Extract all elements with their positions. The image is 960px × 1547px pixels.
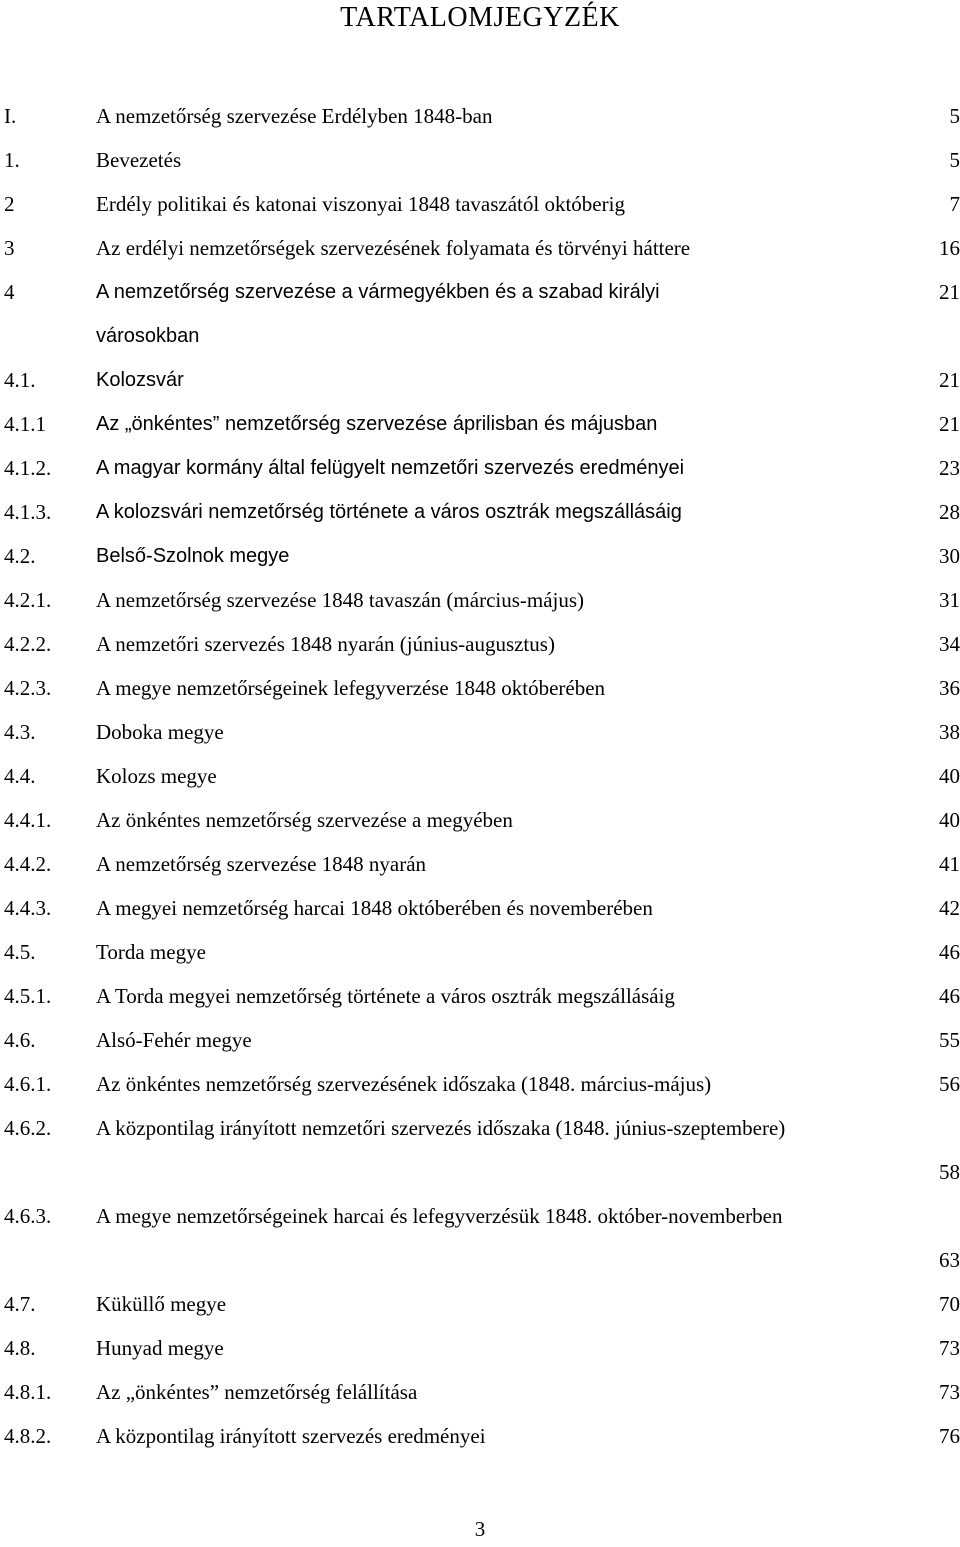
toc-entry-title: Bevezetés xyxy=(96,148,182,172)
toc-entry-title: Az önkéntes nemzetőrség szervezésének időszaka (1848. március-május) xyxy=(96,1072,712,1096)
toc-entry-title: Az „önkéntes” nemzetőrség szervezése áprilisban és májusban xyxy=(96,413,658,435)
toc-entry-title: A nemzetőri szervezés 1848 nyarán (június-augusztus) xyxy=(96,632,555,656)
toc-entry-title: Küküllő megye xyxy=(96,1292,227,1316)
page-title: TARTALOMJEGYZÉK xyxy=(340,2,620,33)
toc-entry-title: Kolozs megye xyxy=(96,764,217,788)
toc-entry[interactable] xyxy=(0,798,960,842)
toc-entry-number: 4.4.3. xyxy=(4,896,52,920)
toc-entry-page: 16 xyxy=(939,236,960,260)
toc-entry[interactable] xyxy=(0,94,960,138)
toc-entry[interactable] xyxy=(0,490,960,534)
toc-entry-page: 31 xyxy=(939,588,960,612)
toc-entry-title: A Torda megyei nemzetőrség története a város osztrák megszállásáig xyxy=(96,984,675,1008)
toc-entry-title: Az „önkéntes” nemzetőrség felállítása xyxy=(96,1380,418,1404)
toc-entry-number: 4.1. xyxy=(4,368,36,392)
toc-entry[interactable] xyxy=(0,974,960,1018)
toc-entry-number: 2 xyxy=(4,192,15,216)
toc-entry-number: 4.1.3. xyxy=(4,500,52,524)
toc-entry-title: Torda megye xyxy=(96,940,206,964)
toc-entry-title: A megyei nemzetőrség harcai 1848 októberében és novemberében xyxy=(96,896,653,920)
toc-entry-page: 5 xyxy=(949,148,960,172)
toc-entry-number: 4.3. xyxy=(4,720,36,744)
toc-entry-number: 3 xyxy=(4,236,15,260)
toc-entry[interactable] xyxy=(0,1370,960,1414)
toc-entry[interactable] xyxy=(0,1106,960,1194)
toc-entry-title: A kolozsvári nemzetőrség története a város osztrák megszállásáig xyxy=(96,501,682,523)
toc-entry-page: 40 xyxy=(939,808,960,832)
toc-entry-number: 4.4.1. xyxy=(4,808,52,832)
toc-entry-number: 4.2.1. xyxy=(4,588,52,612)
toc-entry-page: 23 xyxy=(939,456,960,480)
toc-entry-page: 63 xyxy=(939,1248,960,1272)
toc-entry-page: 56 xyxy=(939,1072,960,1096)
toc-entry-title: A nemzetőrség szervezése 1848 nyarán xyxy=(96,852,427,876)
toc-entry[interactable] xyxy=(0,1018,960,1062)
toc-entry-title: A központilag irányított szervezés eredményei xyxy=(96,1424,486,1448)
toc-entry-number: 4.6. xyxy=(4,1028,36,1052)
toc-entry-title: Kolozsvár xyxy=(96,369,184,391)
toc-entry[interactable] xyxy=(0,402,960,446)
toc-entry-number: 4.6.1. xyxy=(4,1072,52,1096)
toc-entry-page: 76 xyxy=(939,1424,960,1448)
toc-entry[interactable] xyxy=(0,886,960,930)
toc-entry-number: 1. xyxy=(4,148,20,172)
toc-entry[interactable] xyxy=(0,138,960,182)
toc-entry-number: 4.6.3. xyxy=(4,1204,52,1228)
toc-entry-page: 46 xyxy=(939,984,960,1008)
toc-entry-page: 73 xyxy=(939,1380,960,1404)
toc-entry-page: 30 xyxy=(939,544,960,568)
toc-entry-number: 4.5.1. xyxy=(4,984,52,1008)
toc-entry-page: 55 xyxy=(939,1028,960,1052)
toc-entry[interactable] xyxy=(0,1194,960,1282)
toc-entry-page: 34 xyxy=(939,632,960,656)
toc-entry-number: 4.5. xyxy=(4,940,36,964)
toc-entry-number: 4 xyxy=(4,280,15,304)
toc-entry[interactable] xyxy=(0,710,960,754)
toc-entry-title: A nemzetőrség szervezése 1848 tavaszán (március-május) xyxy=(96,588,585,612)
toc-entry-page: 58 xyxy=(939,1160,960,1184)
toc-entry-title: A megye nemzetőrségeinek harcai és lefegyverzésük 1848. október-novemberben xyxy=(96,1204,783,1228)
table-of-contents xyxy=(0,94,960,1458)
toc-entry[interactable] xyxy=(0,1414,960,1458)
toc-entry-number: 4.1.1 xyxy=(4,412,46,436)
toc-entry-page: 5 xyxy=(949,104,960,128)
toc-entry-number: 4.4.2. xyxy=(4,852,52,876)
toc-entry-page: 42 xyxy=(939,896,960,920)
toc-entry-number: 4.1.2. xyxy=(4,456,52,480)
toc-entry[interactable] xyxy=(0,358,960,402)
toc-entry-title: A megye nemzetőrségeinek lefegyverzése 1848 októberében xyxy=(96,676,606,700)
toc-entry[interactable] xyxy=(0,930,960,974)
toc-entry-title: A nemzetőrség szervezése Erdélyben 1848-ban xyxy=(96,104,493,128)
toc-entry-title: A magyar kormány által felügyelt nemzetőri szervezés eredményei xyxy=(96,457,685,479)
toc-entry-number: 4.4. xyxy=(4,764,36,788)
toc-entry[interactable] xyxy=(0,1062,960,1106)
toc-entry[interactable] xyxy=(0,622,960,666)
toc-entry-number: 4.8. xyxy=(4,1336,36,1360)
toc-entry[interactable] xyxy=(0,666,960,710)
toc-entry-title: A nemzetőrség szervezése a vármegyékben és a szabad királyi városokban xyxy=(96,281,660,347)
toc-entry-title: Erdély politikai és katonai viszonyai 1848 tavaszától októberig xyxy=(96,192,625,216)
toc-entry-number: 4.8.1. xyxy=(4,1380,52,1404)
toc-entry-number: 4.7. xyxy=(4,1292,36,1316)
toc-entry-number: 4.2.3. xyxy=(4,676,52,700)
toc-entry-page: 46 xyxy=(939,940,960,964)
toc-entry-title: Alsó-Fehér megye xyxy=(96,1028,252,1052)
toc-entry-title: Belső-Szolnok megye xyxy=(96,545,290,567)
toc-entry-number: 4.6.2. xyxy=(4,1116,52,1140)
toc-entry-page: 21 xyxy=(939,412,960,436)
toc-entry[interactable] xyxy=(0,754,960,798)
toc-entry[interactable] xyxy=(0,1282,960,1326)
toc-entry-page: 7 xyxy=(949,192,960,216)
toc-entry-number: 4.2. xyxy=(4,544,36,568)
toc-entry-page: 21 xyxy=(939,280,960,304)
toc-entry-page: 38 xyxy=(939,720,960,744)
toc-entry[interactable] xyxy=(0,446,960,490)
toc-entry-title: Hunyad megye xyxy=(96,1336,224,1360)
toc-entry-page: 41 xyxy=(939,852,960,876)
toc-entry[interactable] xyxy=(0,842,960,886)
toc-entry-title: Az önkéntes nemzetőrség szervezése a megyében xyxy=(96,808,513,832)
toc-entry-number: 4.8.2. xyxy=(4,1424,52,1448)
page-number: 3 xyxy=(474,1517,486,1541)
toc-entry[interactable] xyxy=(0,182,960,226)
toc-entry[interactable] xyxy=(0,270,960,358)
toc-entry-page: 70 xyxy=(939,1292,960,1316)
toc-entry-page: 21 xyxy=(939,368,960,392)
toc-entry-number: 4.2.2. xyxy=(4,632,52,656)
toc-entry[interactable] xyxy=(0,534,960,578)
toc-entry-page: 40 xyxy=(939,764,960,788)
toc-entry-title: A központilag irányított nemzetőri szervezés időszaka (1848. június-szeptembere) xyxy=(96,1116,786,1140)
toc-entry-number: I. xyxy=(4,104,17,128)
toc-entry[interactable] xyxy=(0,578,960,622)
toc-entry[interactable] xyxy=(0,226,960,270)
toc-entry-title: Doboka megye xyxy=(96,720,224,744)
toc-entry[interactable] xyxy=(0,1326,960,1370)
toc-entry-page: 36 xyxy=(939,676,960,700)
toc-entry-title: Az erdélyi nemzetőrségek szervezésének folyamata és törvényi háttere xyxy=(96,236,691,260)
toc-entry-page: 73 xyxy=(939,1336,960,1360)
toc-entry-page: 28 xyxy=(939,500,960,524)
